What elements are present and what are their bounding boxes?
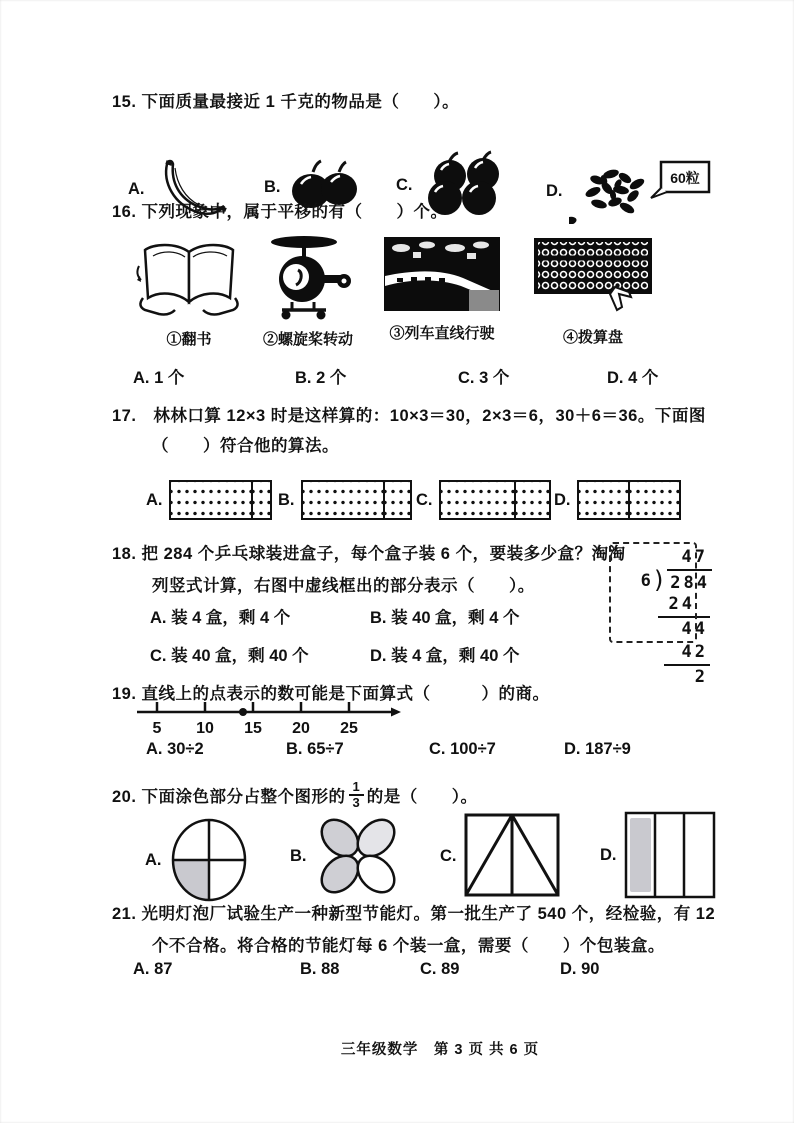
q19-option-a: A. 30÷2 bbox=[146, 740, 204, 758]
q20-clover-figure bbox=[313, 810, 403, 902]
q19-option-d: D. 187÷9 bbox=[564, 740, 631, 758]
q18-stem-line1: 18. 把 284 个乒乓球装进盒子，每个盒子装 6 个，要装多少盒？淘淘 bbox=[112, 545, 626, 563]
q21-stem-line2: 个不合格。将合格的节能灯每 6 个装一盒，需要（ ）个包装盒。 bbox=[152, 937, 665, 955]
q20-stem-prefix: 20. 下面涂色部分占整个图形的 bbox=[112, 787, 346, 806]
q18-final-remainder: 2 bbox=[694, 667, 708, 687]
q17-option-a bbox=[146, 480, 272, 520]
helicopter-icon bbox=[260, 232, 356, 324]
q19-tick-10: 10 bbox=[196, 720, 214, 737]
q18-option-b: B. 装 40 盒，剩 4 个 bbox=[370, 609, 520, 627]
q17-option-a-label: A. bbox=[146, 490, 163, 509]
q17-dot-array-c bbox=[439, 480, 551, 520]
q16-caption-propeller: ②螺旋桨转动 bbox=[262, 331, 353, 348]
q20-option-c bbox=[440, 812, 561, 900]
q19-number-line bbox=[135, 698, 403, 742]
q18-stem-line2: 列竖式计算，右图中虚线框出的部分表示（ ）。 bbox=[152, 577, 535, 595]
q16-figure-train bbox=[380, 236, 504, 343]
q18-divisor: 6 bbox=[640, 571, 651, 591]
q19-option-c: C. 100÷7 bbox=[429, 740, 496, 758]
q20-option-a bbox=[145, 816, 250, 904]
q20-figures-row bbox=[145, 802, 765, 898]
abacus-icon bbox=[532, 236, 654, 322]
q18-options-row1 bbox=[130, 604, 610, 628]
q17-option-b-label: B. bbox=[278, 490, 295, 509]
q20-rectangle-thirds-figure bbox=[623, 810, 717, 900]
q19-options-row bbox=[146, 740, 766, 764]
q17-option-c-label: C. bbox=[416, 490, 433, 509]
q20-fraction-numerator: 1 bbox=[349, 780, 364, 796]
q20-square-triangles-figure bbox=[463, 812, 561, 900]
q16-option-d: D. 4 个 bbox=[607, 369, 659, 387]
q20-circle-quarter-figure bbox=[168, 816, 250, 904]
q15-option-c-label: C. bbox=[396, 175, 413, 194]
q18-dashed-highlight-box bbox=[609, 542, 697, 643]
q21-option-c: C. 89 bbox=[420, 960, 460, 978]
q20-option-b-label: B. bbox=[290, 846, 307, 865]
q20-option-c-label: C. bbox=[440, 846, 457, 865]
q16-option-b: B. 2 个 bbox=[295, 369, 347, 387]
q18-division-bracket: ) bbox=[651, 566, 667, 594]
q15-callout-text: 60粒 bbox=[669, 170, 700, 186]
q20-option-d bbox=[600, 810, 717, 900]
q16-option-a: A. 1 个 bbox=[133, 369, 185, 387]
q16-figure-book bbox=[128, 236, 250, 349]
q18-option-d: D. 装 4 盒，剩 40 个 bbox=[370, 647, 520, 665]
q19-tick-25: 25 bbox=[340, 720, 358, 737]
q20-fraction-denominator: 3 bbox=[352, 794, 360, 810]
q19-tick-5: 5 bbox=[152, 720, 162, 737]
q18-option-c: C. 装 40 盒，剩 40 个 bbox=[150, 647, 309, 665]
q18-step1: 24 bbox=[668, 594, 695, 614]
q19-tick-15: 15 bbox=[244, 720, 262, 737]
q17-dot-array-d bbox=[577, 480, 681, 520]
q19-point-marker bbox=[239, 708, 247, 716]
q18-remainder1: 44 bbox=[681, 619, 708, 639]
q20-option-a-label: A. bbox=[145, 850, 162, 869]
q16-stem: 16. 下列现象中，属于平移的有（ ）个。 bbox=[112, 203, 448, 221]
q16-caption-train: ③列车直线行驶 bbox=[389, 325, 495, 342]
q21-stem-line1: 21. 光明灯泡厂试验生产一种新型节能灯。第一批生产了 540 个，经检验，有 12 bbox=[112, 905, 716, 923]
q21-option-a: A. 87 bbox=[133, 960, 173, 978]
q15-option-d bbox=[546, 158, 719, 224]
q17-option-d bbox=[554, 480, 681, 520]
q17-dot-array-a bbox=[169, 480, 272, 520]
q17-option-b bbox=[278, 480, 412, 520]
q17-dot-array-b bbox=[301, 480, 412, 520]
q16-figure-abacus bbox=[528, 236, 658, 347]
q16-caption-book: ①翻书 bbox=[166, 331, 212, 348]
train-straight-icon bbox=[383, 236, 501, 318]
q16-caption-abacus: ④拨算盘 bbox=[562, 329, 623, 346]
q20-option-b bbox=[290, 810, 403, 902]
q18-step2: 42 bbox=[681, 642, 708, 662]
q17-options-row bbox=[146, 474, 766, 526]
q18-options-row2 bbox=[130, 642, 610, 666]
q16-option-c: C. 3 个 bbox=[458, 369, 510, 387]
page-footer: 三年级数学 第 3 页 共 6 页 bbox=[340, 1042, 540, 1058]
peanut-pile-icon bbox=[569, 158, 719, 224]
q17-stem-line2: （ ）符合他的算法。 bbox=[152, 437, 339, 455]
q15-option-b-label: B. bbox=[264, 177, 281, 196]
q21-option-b: B. 88 bbox=[300, 960, 340, 978]
book-flipping-icon bbox=[133, 236, 245, 324]
q19-stem: 19. 直线上的点表示的数可能是下面算式（ ）的商。 bbox=[112, 685, 550, 703]
q18-option-a: A. 装 4 盒，剩 4 个 bbox=[150, 609, 291, 627]
q15-stem: 15. 下面质量最接近 1 千克的物品是（ ）。 bbox=[112, 93, 460, 111]
q16-options-row bbox=[130, 364, 770, 388]
q16-figure-helicopter bbox=[258, 232, 358, 349]
q17-stem-line1: 17. 林林口算 12×3 时是这样算的：10×3＝30，2×3＝6，30＋6＝36。下面图 bbox=[112, 407, 706, 425]
q15-option-d-label: D. bbox=[546, 181, 563, 200]
q17-option-c bbox=[416, 480, 551, 520]
q19-option-b: B. 65÷7 bbox=[286, 740, 344, 758]
q15-option-a-label: A. bbox=[128, 179, 145, 198]
q18-dividend: 284 bbox=[667, 569, 712, 593]
q17-option-d-label: D. bbox=[554, 490, 571, 509]
q18-quotient: 47 bbox=[681, 547, 708, 567]
q18-long-division-figure bbox=[612, 546, 712, 689]
q21-option-d: D. 90 bbox=[560, 960, 600, 978]
q21-options-row bbox=[130, 960, 770, 984]
q19-tick-20: 20 bbox=[292, 720, 310, 737]
q20-option-d-label: D. bbox=[600, 845, 617, 864]
q20-stem-suffix: 的是（ ）。 bbox=[366, 787, 478, 806]
